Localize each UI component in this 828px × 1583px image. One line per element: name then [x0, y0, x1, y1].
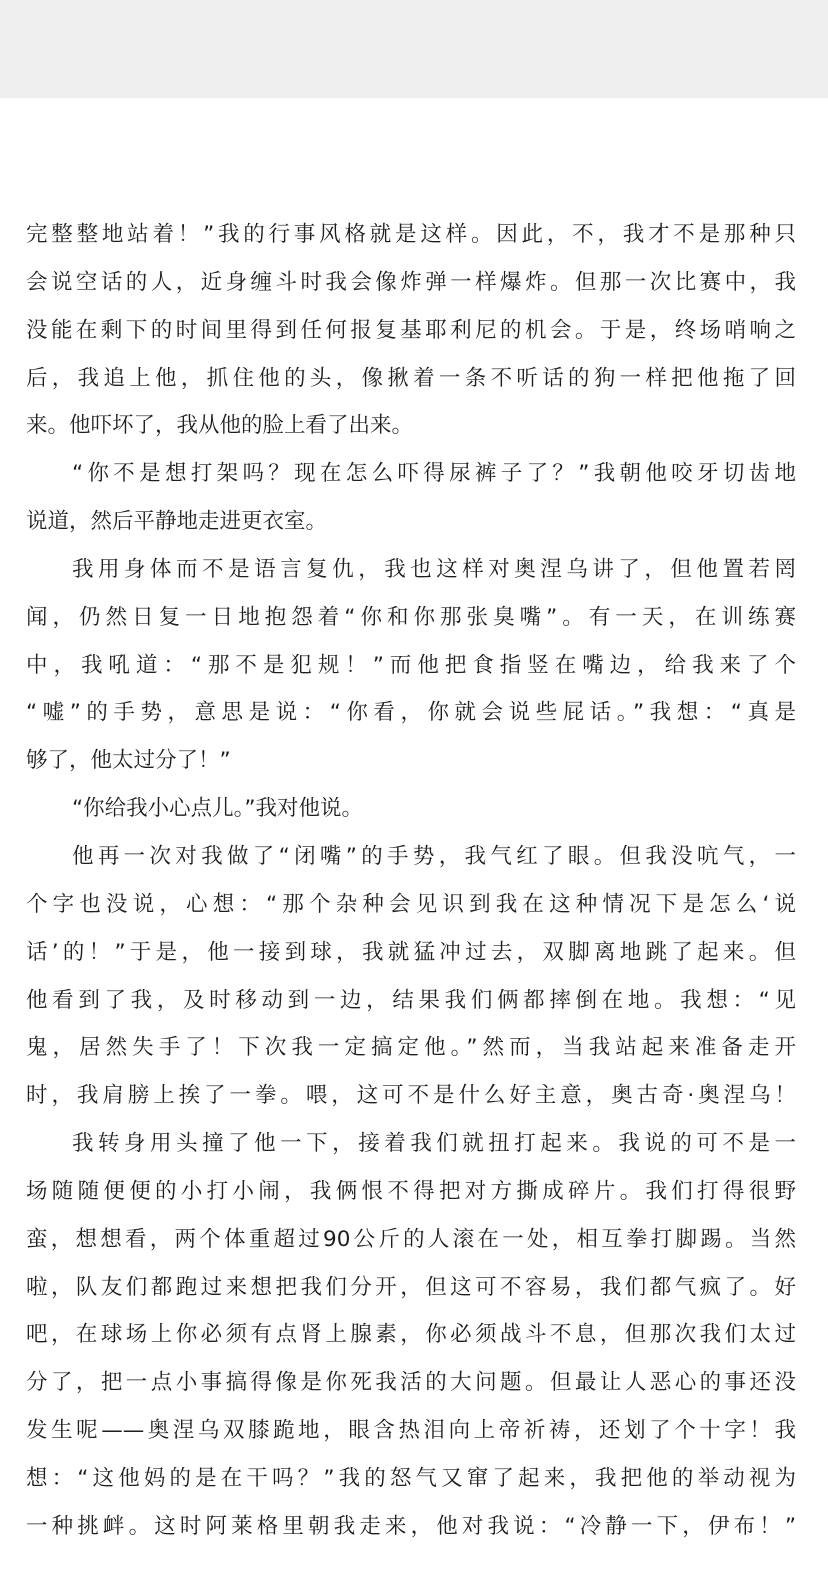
text-line: 后，我追上他，抓住他的头，像揪着一条不听话的狗一样把他拖了回	[26, 365, 796, 391]
text-line: 完整整地站着！”我的行事风格就是这样。因此，不，我才不是那种只	[26, 222, 796, 247]
text-line: 会说空话的人，近身缠斗时我会像炸弹一样爆炸。但那一次比赛中，我	[26, 269, 796, 295]
text-line: 来。他吓坏了，我从他的脸上看了出来。	[26, 413, 414, 439]
text-line: 中，我吼道：“那不是犯规！”而他把食指竖在嘴边，给我来了个	[26, 652, 796, 678]
text-line: 个字也没说，心想：“那个杂种会见识到我在这种情况下是怎么‘说	[26, 891, 796, 917]
text-line: 他看到了我，及时移动到一边，结果我们俩都摔倒在地。我想：“见	[26, 987, 796, 1013]
page-text	[26, 211, 796, 1551]
text-line: 吧，在球场上你必须有点肾上腺素，你必须战斗不息，但那次我们太过	[26, 1322, 796, 1348]
text-line: 他再一次对我做了“闭嘴”的手势，我气红了眼。但我没吭气，一	[72, 843, 796, 869]
text-line: 分了，把一点小事搞得像是你死我活的大问题。但最让人恶心的事还没	[26, 1370, 796, 1396]
text-line: 场随随便便的小打小闹，我俩恨不得把对方撕成碎片。我们打得很野	[26, 1178, 796, 1204]
text-line: 时，我肩膀上挨了一拳。喂，这可不是什么好主意，奥古奇·奥涅乌！	[26, 1083, 796, 1109]
text-line: 我用身体而不是语言复仇，我也这样对奥涅乌讲了，但他置若罔	[72, 556, 796, 582]
text-line: 够了，他太过分了！”	[26, 748, 231, 774]
text-line: 没能在剩下的时间里得到任何报复基耶利尼的机会。于是，终场哨响之	[26, 317, 796, 343]
text-line: 啦，队友们都跑过来想把我们分开，但这可不容易，我们都气疯了。好	[26, 1274, 796, 1300]
text-line: 说道，然后平静地走进更衣室。	[26, 509, 328, 535]
text-line: “你给我小心点儿。”我对他说。	[72, 796, 364, 822]
text-line: 我转身用头撞了他一下，接着我们就扭打起来。我说的可不是一	[72, 1131, 796, 1157]
text-line: 话’的！”于是，他一接到球，我就猛冲过去，双脚离地跳了起来。但	[26, 939, 796, 965]
text-line: 一种挑衅。这时阿莱格里朝我走来，他对我说：“冷静一下，伊布！”	[26, 1513, 796, 1539]
text-line: 鬼，居然失手了！下次我一定搞定他。”然而，当我站起来准备走开	[26, 1035, 796, 1061]
text-line: 闻，仍然日复一日地抱怨着“你和你那张臭嘴”。有一天，在训练赛	[26, 604, 796, 630]
text-line: 想：“这他妈的是在干吗？”我的怒气又窜了起来，我把他的举动视为	[26, 1465, 796, 1491]
text-line: 蛮，想想看，两个体重超过90公斤的人滚在一处，相互拳打脚踢。当然	[26, 1226, 796, 1252]
top-gray-band	[0, 0, 828, 98]
text-line: “嘘”的手势，意思是说：“你看，你就会说些屁话。”我想：“真是	[26, 700, 796, 726]
text-line: 发生呢——奥涅乌双膝跪地，眼含热泪向上帝祈祷，还划了个十字！我	[26, 1418, 796, 1444]
text-line: “你不是想打架吗？现在怎么吓得尿裤子了？”我朝他咬牙切齿地	[72, 461, 796, 487]
